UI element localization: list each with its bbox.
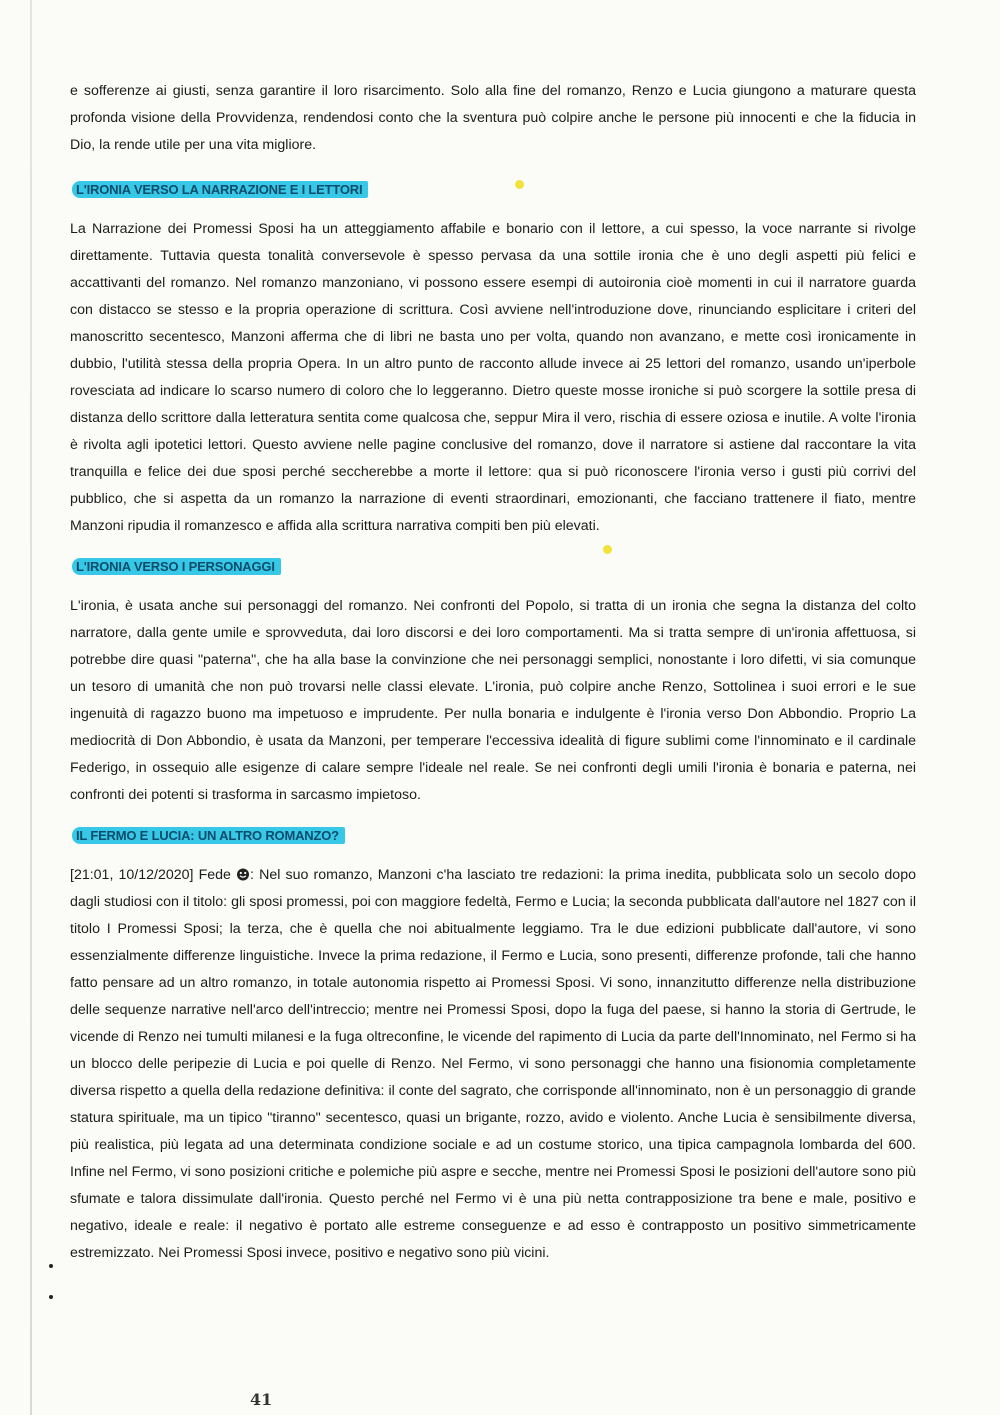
section-irony-narration	[70, 181, 916, 540]
page-number: 41	[250, 1390, 273, 1409]
section-paragraph: L'ironia, è usata anche sui personaggi del romanzo. Nei confronti del Popolo, si tratta di un ironia che segna la distanza del colto narratore, dalla gente umile e sprovveduta, dai loro discorsi e dei loro comportamenti. Ma si tratta sempre di un'ironia affettuosa, si potrebbe dire quasi "paterna", che ha alla base la convinzione che nei personaggi semplici, nonostante i loro difetti, vi sia comunque un tesoro di umanità che non può trovarsi nelle classi elevate. L'ironia, può colpire anche Renzo, Sottolinea i suoi errori e le sue ingenuità di ragazzo buono ma impetuoso e imprudente. Per nulla bonaria e indulgente è l'ironia verso Don Abbondio. Proprio La mediocrità di Don Abbondio, è usata da Manzoni, per temperare l'eccessiva idealità di figure sublimi come l'innominato e il cardinale Federigo, in ossequio alle esigenze di calare sempre l'ideale nel reale. Se nei confronti degli umili l'ironia è bonaria e paterna, nei confronti dei potenti si trasforma in sarcasmo impietoso.	[70, 598, 916, 803]
ink-mark	[49, 1295, 53, 1299]
highlighter-mark	[603, 545, 612, 554]
document-body	[70, 78, 916, 1285]
chat-timestamp: [21:01, 10/12/2020] Fede	[70, 867, 231, 883]
section-heading: L'IRONIA VERSO LA NARRAZIONE E I LETTORI	[72, 181, 368, 198]
section-fermo-e-lucia	[70, 827, 916, 1267]
smiling-face-emoji-icon	[236, 864, 250, 878]
section-irony-characters	[70, 558, 916, 809]
section-heading: L'IRONIA VERSO I PERSONAGGI	[72, 558, 281, 575]
intro-paragraph: e sofferenze ai giusti, senza garantire il loro risarcimento. Solo alla fine del romanzo, Renzo e Lucia giungono a maturare questa profonda visione della Provvidenza, rendendosi conto che la sventura può colpire anche le persone più innocenti e che la fiducia in Dio, la rende utile per una vita migliore.	[70, 83, 916, 153]
page-edge	[30, 0, 32, 1415]
chat-message-text: : Nel suo romanzo, Manzoni c'ha lasciato tre redazioni: la prima inedita, pubblicata solo un secolo dopo dagli studiosi con il titolo: gli sposi promessi, poi con maggiore fedeltà, Fermo e Lucia; la seconda pubblicata dall'autore nel 1827 con il titolo I Promessi Sposi; la terza, che è quella che noi abitualmente leggiamo. Tra le due edizioni pubblicate dall'autore, vi sono essenzialmente differenze linguistiche. Invece la prima redazione, il Fermo e Lucia, sono presenti, differenze profonde, tali che hanno fatto pensare ad un altro romanzo, in totale autonomia rispetto ai Promessi Sposi. Vi sono, innanzitutto differenze nella distribuzione delle sequenze narrative nell'arco dell'intreccio; mentre nei Promessi Sposi, dopo la fuga del paese, si hanno la storia di Gertrude, le vicende di Renzo nei tumulti milanesi e la fuga oltreconfine, le vicende del rapimento di Lucia da parte dell'Innominato, nel Fermo si ha un blocco delle peripezie di Lucia e poi quelle di Renzo. Nel Fermo, vi sono personaggi che hanno una fisionomia completamente diversa rispetto a quella della redazione definitiva: il conte del sagrato, che corrisponde all'innominato, non è un personaggio di grande statura spirituale, ma un tipico "tiranno" secentesco, quasi un brigante, rozzo, avido e violento. Anche Lucia è sensibilmente diversa, più realistica, più legata ad una determinata condizione sociale e ad un costume storico, una tipica campagnola lombarda del 600. Infine nel Fermo, vi sono posizioni critiche e polemiche più aspre e secche, mentre nei Promessi Sposi le posizioni dell'autore sono più sfumate e talora dissimulate dall'ironia. Questo perché nel Fermo vi è una più netta contrapposizione tra bene e male, positivo e negativo, ideale e reale: il negativo è portato alle estreme conseguenze e ad esso è contrapposto un positivo simmetricamente estremizzato. Nei Promessi Sposi invece, positivo e negativo sono più vicini.	[70, 867, 916, 1261]
highlighter-mark	[515, 180, 524, 189]
section-paragraph	[70, 862, 916, 1267]
section-heading: IL FERMO E LUCIA: UN ALTRO ROMANZO?	[72, 827, 345, 844]
section-paragraph: La Narrazione dei Promessi Sposi ha un atteggiamento affabile e bonario con il lettore, a cui spesso, la voce narrante si rivolge direttamente. Tuttavia questa tonalità conversevole è spesso pervasa da una sottile ironia che è uno degli aspetti più felici e accattivanti del romanzo. Nel romanzo manzoniano, vi possono essere esempi di autoironia cioè momenti in cui il narratore guarda con distacco se stesso e la propria operazione di scrittura. Così avviene nell'introduzione dove, rinunciando esplicitare i criteri del manoscritto secentesco, Manzoni afferma che di libri ne basta uno per volta, quando non avanzano, e mette così ironicamente in dubbio, l'utilità stessa della propria Opera. In un altro punto de racconto allude invece ai 25 lettori del romanzo, usando un'iperbole rovesciata ad indicare lo scarso numero di coloro che lo leggeranno. Dietro queste mosse ironiche si può scorgere la sottile presa di distanza dello scrittore dalla letteratura sentita come qualcosa che, seppur Mira il vero, rischia di essere oziosa e inutile. A volte l'ironia è rivolta agli ipotetici lettori. Questo avviene nelle pagine conclusive del romanzo, dove il narratore si astiene dal raccontare la vita tranquilla e felice dei due sposi perché seccherebbe a morte il lettore: qua si può riconoscere l'ironia verso i gusti più corrivi del pubblico, che si aspetta da un romanzo la narrazione di eventi straordinari, emozionanti, che facciano trattenere il fiato, mentre Manzoni ripudia il romanzesco e affida alla scrittura narrativa compiti ben più elevati.	[70, 221, 916, 534]
ink-mark	[49, 1264, 53, 1268]
